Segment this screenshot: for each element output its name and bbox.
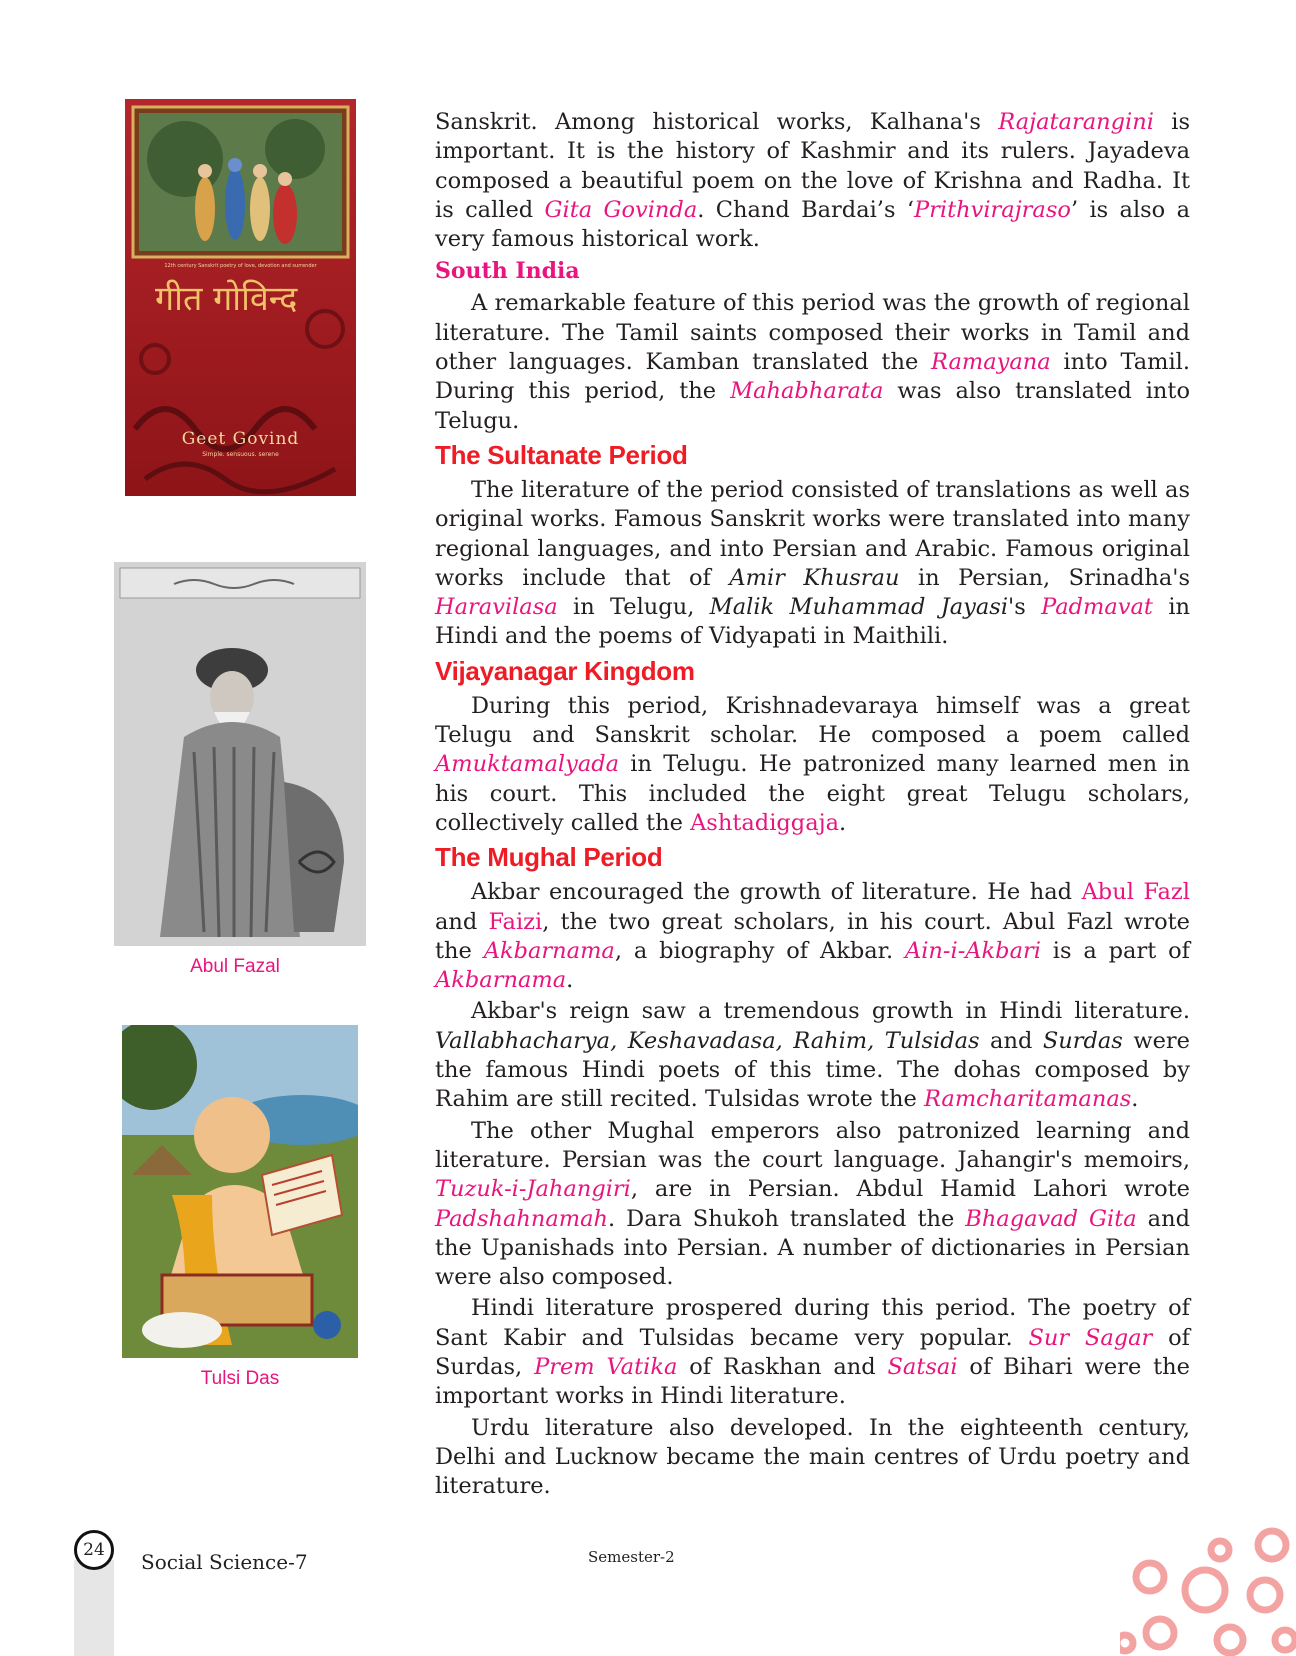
- term-tuzuk-i-jahangiri: Tuzuk-i-Jahangiri: [435, 1176, 631, 1203]
- text: in Persian, Srinadha's: [899, 564, 1190, 591]
- text: is important. It is the history of Kashmir and its rulers. Jayadeva composed a beautiful poem on the love of Krishna and Radha. It is called: [435, 109, 1190, 223]
- term-sur-sagar: Sur Sagar: [1028, 1324, 1153, 1351]
- term-surdas: Surdas: [1042, 1027, 1123, 1054]
- text: and: [979, 1027, 1043, 1054]
- text: .: [1131, 1086, 1139, 1113]
- text: and: [435, 908, 489, 935]
- term-ain-i-akbari: Ain-i-Akbari: [904, 937, 1041, 964]
- cover-tagline: 12th century Sanskrit poetry of love, devotion and surrender: [164, 263, 317, 269]
- text: was also translated into Telugu.: [435, 378, 1190, 434]
- term-akbarnama: Akbarnama: [435, 967, 567, 994]
- term-malik-muhammad-jayasi: Malik Muhammad Jayasi: [709, 594, 1009, 621]
- text: were the famous Hindi poets of this time. The dohas composed by Rahim are still recited. Tulsidas wrote the: [435, 1027, 1190, 1113]
- text: The other Mughal emperors also patronized learning and literature. Persian was the court language. Jahangir's memoirs,: [435, 1117, 1190, 1173]
- term-padmavat: Padmavat: [1041, 594, 1153, 621]
- text: in Telugu,: [557, 594, 710, 621]
- term-ramcharitamanas: Ramcharitamanas: [923, 1086, 1132, 1113]
- term-akbarnama: Akbarnama: [483, 937, 615, 964]
- term-padshahnamah: Padshahnamah: [435, 1205, 609, 1232]
- cover-title: Geet Govind: [181, 429, 300, 449]
- text: is a part of: [1040, 937, 1190, 964]
- paragraph-other-mughals: [435, 1117, 1190, 1293]
- footer-book-title: Social Science-7: [141, 1550, 308, 1574]
- term-poets: Vallabhacharya, Keshavadasa, Rahim, Tulsidas: [435, 1027, 980, 1054]
- term-prithvirajraso: Prithvirajraso: [914, 196, 1071, 223]
- paragraph-hindi-literature: [435, 1294, 1190, 1411]
- paragraph-hindi-poets: [435, 997, 1190, 1114]
- term-abul-fazl: Abul Fazl: [1081, 879, 1190, 906]
- cover-subtitle: Simple. sensuous. serene: [202, 451, 279, 458]
- text: in Telugu. He patronized many learned men in his court. This included the eight great Telugu scholars, collectively called the: [435, 751, 1190, 836]
- heading-mughal-period: The Mughal Period: [435, 842, 663, 873]
- text: During this period, Krishnadevaraya himself was a great Telugu and Sanskrit scholar. He composed a poem called: [435, 692, 1190, 749]
- paragraph-historical-works: [435, 108, 1190, 254]
- text: .: [566, 967, 574, 994]
- decorative-circles: [1120, 1515, 1296, 1656]
- paragraph-sultanate: [435, 476, 1190, 652]
- text: , a biography of Akbar.: [614, 937, 905, 964]
- abul-fazal-caption: Abul Fazal: [190, 956, 280, 977]
- term-ramayana: Ramayana: [931, 349, 1051, 376]
- cover-hindi-title: गीत गोविन्द: [155, 279, 298, 319]
- page-number: 24: [74, 1530, 114, 1570]
- text: Hindi literature prospered during this period. The poetry of Sant Kabir and Tulsidas became very popular.: [435, 1295, 1190, 1351]
- heading-sultanate-period: The Sultanate Period: [435, 439, 688, 470]
- abul-fazal-portrait-image: [114, 562, 366, 946]
- text: A remarkable feature of this period was the growth of regional literature. The Tamil saints composed their works in Tamil and other languages. Kamban translated the: [435, 290, 1190, 376]
- text: . Chand Bardai’s ‘: [697, 196, 914, 223]
- text: .: [839, 809, 847, 836]
- term-satsai: Satsai: [887, 1353, 958, 1380]
- term-amir-khusrau: Amir Khusrau: [729, 564, 900, 591]
- paragraph-urdu-literature: Urdu literature also developed. In the eighteenth century, Delhi and Lucknow became the main centres of Urdu poetry and literature.: [435, 1414, 1190, 1500]
- geet-govind-cover-image: [125, 99, 356, 496]
- paragraph-south-india: [435, 289, 1190, 435]
- text: of Surdas,: [435, 1324, 1191, 1380]
- text: into Tamil. During this period, the: [435, 349, 1190, 405]
- tulsi-das-caption: Tulsi Das: [200, 1368, 280, 1389]
- term-mahabharata: Mahabharata: [730, 378, 884, 405]
- main-text-column: [435, 108, 1190, 1501]
- paragraph-vijayanagar: [435, 692, 1190, 838]
- text: of Raskhan and: [677, 1353, 888, 1380]
- term-haravilasa: Haravilasa: [435, 594, 558, 621]
- text: ’ is also a very famous historical work.: [435, 196, 1190, 253]
- term-ashtadiggaja: Ashtadiggaja: [690, 809, 840, 836]
- text: . Dara Shukoh translated the: [608, 1205, 966, 1232]
- term-gita-govinda: Gita Govinda: [544, 196, 698, 223]
- heading-south-india: South India: [435, 258, 580, 285]
- text: of Bihari were the important works in Hindi literature.: [435, 1353, 1190, 1410]
- text: Akbar encouraged the growth of literature. He had: [471, 879, 1082, 906]
- text: , the two great scholars, in his court. Abul Fazl wrote the: [435, 908, 1190, 964]
- footer-semester: Semester-2: [588, 1548, 675, 1566]
- text: in Hindi and the poems of Vidyapati in Maithili.: [435, 594, 1190, 650]
- term-rajatarangini: Rajatarangini: [998, 109, 1154, 135]
- term-prem-vatika: Prem Vatika: [534, 1353, 678, 1380]
- text: Akbar's reign saw a tremendous growth in Hindi literature.: [471, 998, 1190, 1025]
- heading-vijayanagar-kingdom: Vijayanagar Kingdom: [435, 655, 695, 686]
- footer-strip: [74, 1560, 114, 1656]
- tulsi-das-painting-image: [122, 1025, 358, 1358]
- text: , are in Persian. Abdul Hamid Lahori wrote: [630, 1176, 1190, 1203]
- text: and the Upanishads into Persian. A number of dictionaries in Persian were also composed.: [435, 1205, 1190, 1291]
- text: Sanskrit. Among historical works, Kalhana's: [435, 109, 999, 135]
- text: 's: [1008, 594, 1042, 621]
- paragraph-mughal-akbar: [435, 878, 1190, 995]
- term-bhagavad-gita: Bhagavad Gita: [965, 1205, 1137, 1232]
- text: The literature of the period consisted of translations as well as original works. Famous Sanskrit works were translated into many regional languages, and into Persian and Arabic. Famous original works include that of: [435, 476, 1190, 591]
- term-amuktamalyada: Amuktamalyada: [435, 751, 620, 778]
- term-faizi: Faizi: [488, 908, 543, 935]
